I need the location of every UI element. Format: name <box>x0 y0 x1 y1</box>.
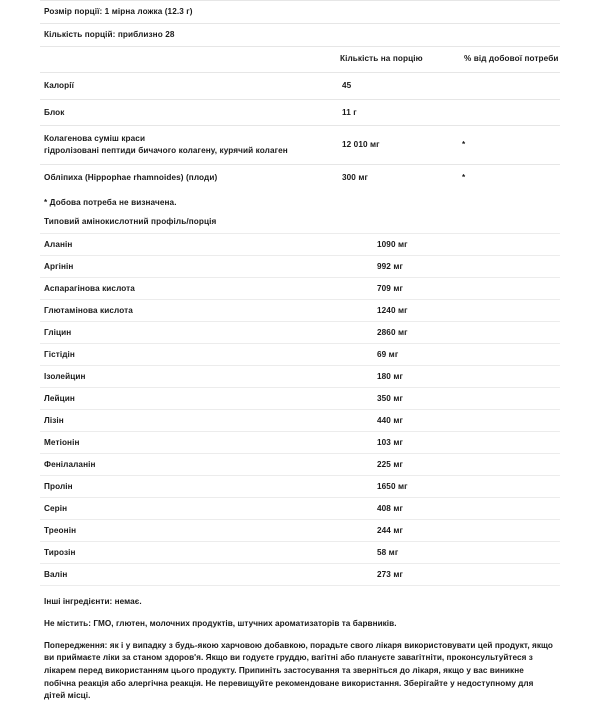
amino-row-name <box>40 322 375 344</box>
amino-value-label: 709 мг <box>377 283 404 293</box>
facts-header-amount-label: Кількість на порцію <box>340 54 423 64</box>
free-from-note: Не містить: ГМО, глютен, молочних продуктів, штучних ароматизаторів та барвників. <box>44 618 397 628</box>
nutrient-name: Обліпиха (Hippophae rhamnoides) (плоди) <box>44 173 218 183</box>
facts-row-name <box>40 126 338 165</box>
amino-name-label: Ізолейцин <box>44 371 86 381</box>
amino-row-name <box>40 454 375 476</box>
daily-value-footnote: * Добова потреба не визначена. <box>44 198 177 208</box>
amino-row-value <box>375 256 560 278</box>
table-row <box>40 300 560 322</box>
amino-name-label: Лейцин <box>44 393 75 403</box>
facts-row-amount <box>338 126 450 165</box>
facts-row-daily-value-label <box>450 105 560 119</box>
facts-row-daily-value-label <box>450 79 560 93</box>
facts-row-amount <box>338 72 450 99</box>
amino-row-name <box>40 432 375 454</box>
amino-row-name <box>40 234 375 256</box>
nutrient-name: Блок <box>44 107 65 117</box>
amino-row-name <box>40 278 375 300</box>
table-row <box>40 542 560 564</box>
amino-value-label: 350 мг <box>377 393 404 403</box>
facts-header-daily-value-label: % від добової потреби <box>464 54 559 64</box>
table-row <box>40 410 560 432</box>
table-row <box>40 126 560 165</box>
facts-row-amount-label: 45 <box>342 80 352 90</box>
amino-name-label: Аспарагінова кислота <box>44 283 135 293</box>
amino-row-name <box>40 564 375 586</box>
amino-name-label: Лізін <box>44 415 64 425</box>
amino-row-name <box>40 520 375 542</box>
facts-row-daily-value <box>450 126 560 165</box>
table-row <box>40 564 560 586</box>
amino-row-value <box>375 542 560 564</box>
nutrient-name: Калорії <box>44 80 75 90</box>
facts-row-name <box>40 99 338 126</box>
table-row <box>40 454 560 476</box>
amino-value-label: 273 мг <box>377 569 404 579</box>
amino-name-label: Валін <box>44 569 68 579</box>
amino-value-label: 408 мг <box>377 503 404 513</box>
nutrient-name: Колагенова суміш краси <box>44 134 146 144</box>
amino-name-label: Гліцин <box>44 327 72 337</box>
facts-row-amount-label: 11 г <box>342 107 357 117</box>
amino-value-label: 2860 мг <box>377 327 408 337</box>
facts-row-name <box>40 165 338 191</box>
table-row <box>40 72 560 99</box>
servings-per-container-line: Кількість порцій: приблизно 28 <box>40 23 560 46</box>
amino-row-name <box>40 256 375 278</box>
amino-name-label: Аргінін <box>44 261 74 271</box>
amino-row-name <box>40 388 375 410</box>
warning-note: Попередження: як і у випадку з будь-якою харчовою добавкою, порадьте свого лікаря використовувати цей продукт, якщо ви приймаєте ліки за станом здоров'я. Якщо ви годуєте груддю, вагітні або плануєте завагітніти, проконсультуйтеся з лікарем перед використанням цього продукту. Припиніть застосування та зверніться до лікаря, якщо у вас виникне побічна реакція або алергічна реакція. Не перевищуйте рекомендоване використання. Зберігайте у недоступному для дітей місці. <box>44 640 553 701</box>
facts-row-name <box>40 72 338 99</box>
amino-row-value <box>375 432 560 454</box>
amino-row-value <box>375 498 560 520</box>
amino-row-name <box>40 498 375 520</box>
amino-name-label: Фенілаланін <box>44 459 96 469</box>
facts-header-name <box>40 47 338 72</box>
amino-value-label: 440 мг <box>377 415 404 425</box>
amino-name-label: Тирозін <box>44 547 76 557</box>
facts-header-amount <box>338 47 450 72</box>
amino-row-value <box>375 454 560 476</box>
amino-row-name <box>40 344 375 366</box>
facts-row-amount <box>338 165 450 191</box>
facts-header-row <box>40 47 560 72</box>
amino-row-value <box>375 278 560 300</box>
amino-row-value <box>375 322 560 344</box>
amino-value-label: 1090 мг <box>377 239 408 249</box>
amino-row-value <box>375 234 560 256</box>
amino-value-label: 992 мг <box>377 261 404 271</box>
other-ingredients-note: Інші інгредієнти: немає. <box>44 597 142 607</box>
table-row <box>40 366 560 388</box>
table-row <box>40 278 560 300</box>
amino-value-label: 225 мг <box>377 459 404 469</box>
facts-row-amount-label: 12 010 мг <box>342 140 380 150</box>
amino-row-value <box>375 520 560 542</box>
table-row <box>40 344 560 366</box>
facts-row-name-label <box>40 126 338 164</box>
facts-row-name-label <box>40 73 338 99</box>
facts-header-name-label <box>40 52 338 68</box>
facts-row-daily-value <box>450 99 560 126</box>
amino-row-value <box>375 366 560 388</box>
amino-value-label: 244 мг <box>377 525 404 535</box>
amino-profile-title: Типовий амінокислотний профіль/порція <box>44 217 217 227</box>
amino-row-name <box>40 476 375 498</box>
amino-value-label: 58 мг <box>377 547 399 557</box>
facts-row-daily-value-label: * <box>462 173 466 183</box>
facts-row-daily-value <box>450 72 560 99</box>
facts-row-name-label <box>40 165 338 191</box>
facts-row-amount <box>338 99 450 126</box>
amino-row-value <box>375 300 560 322</box>
amino-name-label: Аланін <box>44 239 73 249</box>
amino-value-label: 180 мг <box>377 371 404 381</box>
table-row <box>40 388 560 410</box>
table-row <box>40 498 560 520</box>
amino-value-label: 1650 мг <box>377 481 408 491</box>
amino-row-value <box>375 564 560 586</box>
amino-name-label: Серін <box>44 503 68 513</box>
amino-row-value <box>375 344 560 366</box>
amino-name-label: Метіонін <box>44 437 80 447</box>
facts-row-name-label <box>40 100 338 126</box>
table-row <box>40 234 560 256</box>
table-row <box>40 322 560 344</box>
amino-row-name <box>40 410 375 432</box>
facts-row-daily-value <box>450 165 560 191</box>
table-row <box>40 256 560 278</box>
amino-name-label: Глютамінова кислота <box>44 305 133 315</box>
table-row <box>40 432 560 454</box>
amino-row-value <box>375 476 560 498</box>
serving-size-line: Розмір порції: 1 мірна ложка (12.3 г) <box>40 0 560 23</box>
amino-row-value <box>375 388 560 410</box>
amino-name-label: Гістідін <box>44 349 75 359</box>
amino-name-label: Пролін <box>44 481 73 491</box>
amino-row-value <box>375 410 560 432</box>
amino-row-name <box>40 300 375 322</box>
facts-row-amount-label: 300 мг <box>342 173 369 183</box>
facts-header-daily-value <box>450 47 560 72</box>
amino-row-name <box>40 542 375 564</box>
supplement-facts-table <box>40 46 560 191</box>
amino-value-label: 1240 мг <box>377 305 408 315</box>
table-row <box>40 520 560 542</box>
facts-row-daily-value-label: * <box>462 140 466 150</box>
table-row <box>40 476 560 498</box>
nutrient-subname: гідролізовані пептиди бичачого колагену, курячий колаген <box>44 146 288 156</box>
table-row <box>40 99 560 126</box>
table-row <box>40 165 560 191</box>
amino-name-label: Треонін <box>44 525 77 535</box>
footer-notes <box>40 586 560 712</box>
amino-acid-profile-table <box>40 233 560 586</box>
amino-row-name <box>40 366 375 388</box>
amino-value-label: 103 мг <box>377 437 404 447</box>
amino-value-label: 69 мг <box>377 349 399 359</box>
